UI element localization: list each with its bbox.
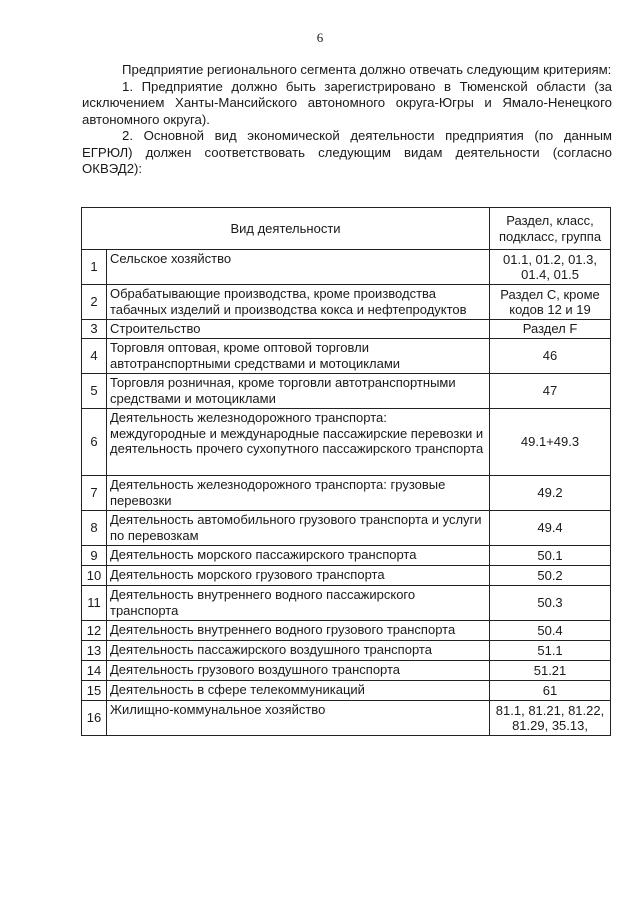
table-row (82, 374, 611, 409)
row-activity: Деятельность морского грузового транспорта (107, 566, 490, 586)
row-number: 14 (82, 661, 107, 681)
row-code: 50.4 (490, 621, 611, 641)
row-activity: Деятельность грузового воздушного транспорта (107, 661, 490, 681)
table-header-row (82, 208, 611, 250)
table-row (82, 566, 611, 586)
row-activity: Деятельность пассажирского воздушного транспорта (107, 641, 490, 661)
row-code: 49.4 (490, 511, 611, 546)
row-number: 11 (82, 586, 107, 621)
row-number: 6 (82, 409, 107, 476)
row-activity: Деятельность морского пассажирского транспорта (107, 546, 490, 566)
activity-table (81, 207, 611, 736)
row-activity: Торговля розничная, кроме торговли автотранспортными средствами и мотоциклами (107, 374, 490, 409)
criteria-intro-paragraph: Предприятие регионального сегмента должно отвечать следующим критериям: (122, 62, 612, 77)
row-number: 3 (82, 320, 107, 339)
row-activity: Деятельность автомобильного грузового транспорта и услуги по перевозкам (107, 511, 490, 546)
row-code: 01.1, 01.2, 01.3, 01.4, 01.5 (490, 250, 611, 285)
row-code: 49.1+49.3 (490, 409, 611, 476)
criterion-2-paragraph: 2. Основной вид экономической деятельности предприятия (по данным ЕГРЮЛ) должен соответствовать следующим видам деятельности (согласно ОКВЭД2): (82, 128, 612, 176)
row-code: 61 (490, 681, 611, 701)
table-row (82, 476, 611, 511)
table-row (82, 511, 611, 546)
row-activity: Деятельность внутреннего водного грузового транспорта (107, 621, 490, 641)
row-code: 50.3 (490, 586, 611, 621)
row-number: 2 (82, 285, 107, 320)
table-row (82, 681, 611, 701)
body-text (82, 62, 612, 178)
row-activity: Сельское хозяйство (107, 250, 490, 285)
table-row (82, 339, 611, 374)
header-activity: Вид деятельности (82, 208, 490, 250)
row-number: 10 (82, 566, 107, 586)
row-activity: Деятельность внутреннего водного пассажирского транспорта (107, 586, 490, 621)
header-code: Раздел, класс, подкласс, группа (490, 208, 611, 250)
row-activity: Обрабатывающие производства, кроме производства табачных изделий и производства кокса и нефтепродуктов (107, 285, 490, 320)
criterion-1-paragraph: 1. Предприятие должно быть зарегистрировано в Тюменской области (за исключением Ханты-Мансийского автономного округа-Югры и Ямало-Ненецкого автономного округа). (82, 78, 612, 127)
row-activity: Деятельность железнодорожного транспорта: грузовые перевозки (107, 476, 490, 511)
page-number: 6 (316, 30, 324, 45)
row-number: 12 (82, 621, 107, 641)
table-row (82, 546, 611, 566)
row-number: 13 (82, 641, 107, 661)
table-body (82, 250, 611, 736)
row-code: 51.21 (490, 661, 611, 681)
row-code: 46 (490, 339, 611, 374)
table-row (82, 320, 611, 339)
row-code: Раздел С, кроме кодов 12 и 19 (490, 285, 611, 320)
row-number: 16 (82, 701, 107, 736)
table-row (82, 701, 611, 736)
row-code: 51.1 (490, 641, 611, 661)
row-activity: Деятельность в сфере телекоммуникаций (107, 681, 490, 701)
row-code: 50.1 (490, 546, 611, 566)
row-activity: Деятельность железнодорожного транспорта: междугородные и международные пассажирские перевозки и деятельность прочего сухопутного пассажирского транспорта (107, 409, 490, 476)
row-number: 8 (82, 511, 107, 546)
table-row (82, 409, 611, 476)
row-number: 1 (82, 250, 107, 285)
table-row (82, 250, 611, 285)
row-code: 49.2 (490, 476, 611, 511)
row-code: 81.1, 81.21, 81.22, 81.29, 35.13, (490, 701, 611, 736)
table-row (82, 661, 611, 681)
row-number: 5 (82, 374, 107, 409)
row-number: 4 (82, 339, 107, 374)
table-row (82, 586, 611, 621)
row-number: 9 (82, 546, 107, 566)
table-row (82, 641, 611, 661)
table-row (82, 621, 611, 641)
row-code: Раздел F (490, 320, 611, 339)
table-row (82, 285, 611, 320)
row-number: 7 (82, 476, 107, 511)
row-activity: Жилищно-коммунальное хозяйство (107, 701, 490, 736)
row-code: 47 (490, 374, 611, 409)
row-code: 50.2 (490, 566, 611, 586)
row-number: 15 (82, 681, 107, 701)
row-activity: Строительство (107, 320, 490, 339)
row-activity: Торговля оптовая, кроме оптовой торговли автотранспортными средствами и мотоциклами (107, 339, 490, 374)
